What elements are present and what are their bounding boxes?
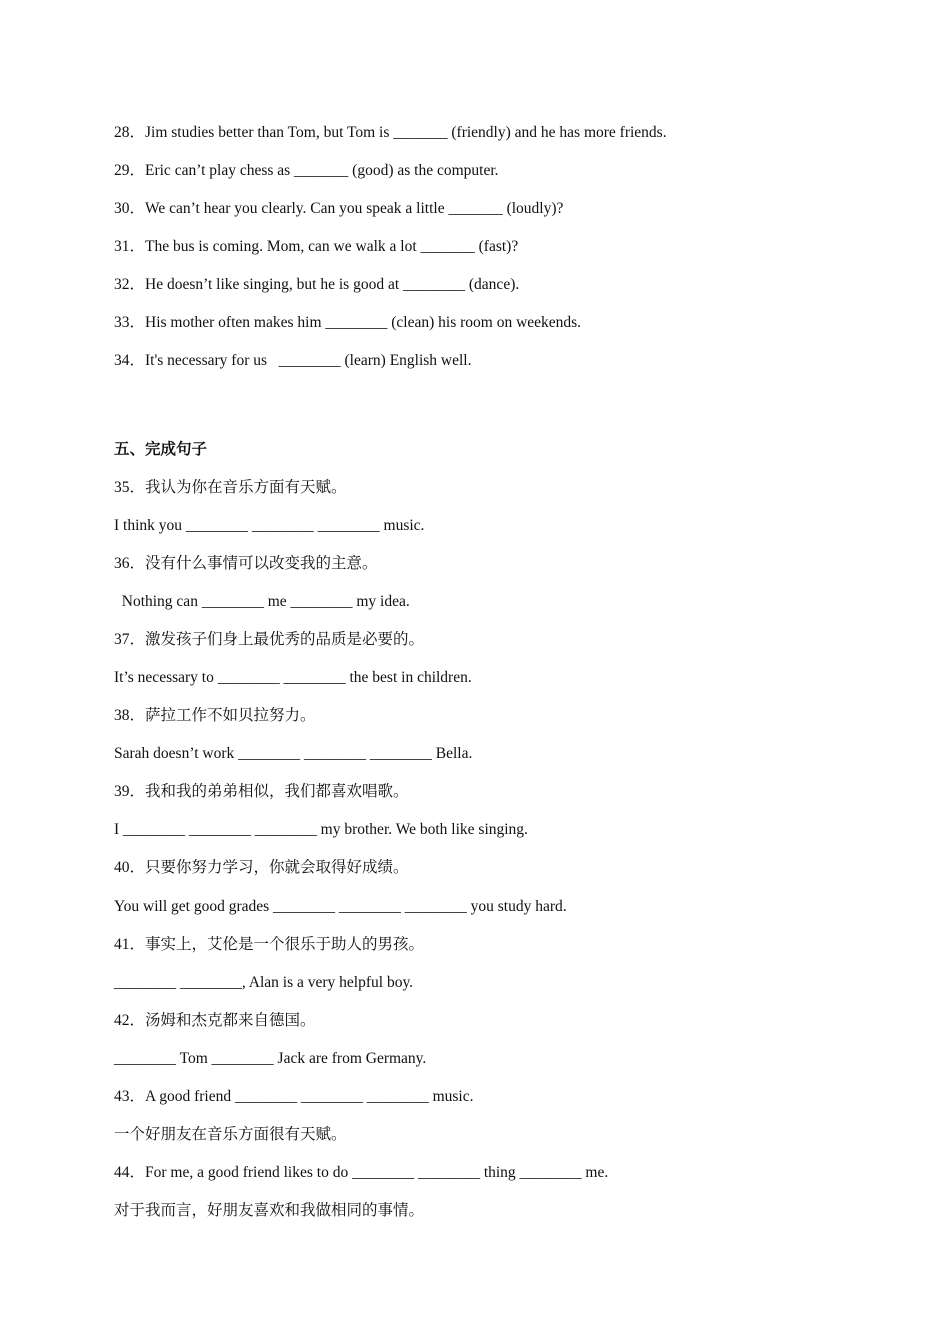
question-44-sentence: 44．For me, a good friend likes to do ________ ________ thing ________ me. [114, 1164, 609, 1181]
question-40-sentence: You will get good grades ________ ________ ________ you study hard. [114, 898, 567, 915]
question-39-prompt: 39．我和我的弟弟相似，我们都喜欢唱歌。 [114, 783, 409, 800]
question-31: 31．The bus is coming. Mom, can we walk a lot _______ (fast)? [114, 238, 519, 255]
question-33: 33．His mother often makes him ________ (clean) his room on weekends. [114, 314, 582, 331]
section-heading: 五、完成句子 [114, 441, 208, 458]
question-37-prompt: 37．激发孩子们身上最优秀的品质是必要的。 [114, 631, 425, 648]
question-28: 28．Jim studies better than Tom, but Tom is _______ (friendly) and he has more friends. [114, 124, 667, 141]
question-41-prompt: 41．事实上，艾伦是一个很乐于助人的男孩。 [114, 936, 425, 953]
question-42-prompt: 42．汤姆和杰克都来自德国。 [114, 1012, 316, 1029]
question-38-sentence: Sarah doesn’t work ________ ________ ________ Bella. [114, 745, 473, 762]
question-43-sentence: 43．A good friend ________ ________ ________ music. [114, 1088, 474, 1105]
question-29: 29．Eric can’t play chess as _______ (good) as the computer. [114, 162, 499, 179]
question-42-sentence: ________ Tom ________ Jack are from Germany. [114, 1050, 427, 1067]
question-35-sentence: I think you ________ ________ ________ music. [114, 517, 425, 534]
question-44-translation: 对于我而言，好朋友喜欢和我做相同的事情。 [114, 1202, 425, 1219]
question-30: 30．We can’t hear you clearly. Can you speak a little _______ (loudly)? [114, 200, 564, 217]
question-39-sentence: I ________ ________ ________ my brother. We both like singing. [114, 821, 528, 838]
question-36-prompt: 36．没有什么事情可以改变我的主意。 [114, 555, 378, 572]
question-41-sentence: ________ ________, Alan is a very helpful boy. [114, 974, 414, 991]
question-35-prompt: 35．我认为你在音乐方面有天赋。 [114, 479, 347, 496]
question-38-prompt: 38．萨拉工作不如贝拉努力。 [114, 707, 316, 724]
question-36-sentence: Nothing can ________ me ________ my idea. [114, 593, 410, 610]
question-40-prompt: 40．只要你努力学习，你就会取得好成绩。 [114, 859, 409, 876]
question-37-sentence: It’s necessary to ________ ________ the best in children. [114, 669, 472, 686]
question-32: 32．He doesn’t like singing, but he is good at ________ (dance). [114, 276, 520, 293]
question-34: 34．It's necessary for us ________ (learn) English well. [114, 352, 472, 369]
question-43-translation: 一个好朋友在音乐方面很有天赋。 [114, 1126, 347, 1143]
